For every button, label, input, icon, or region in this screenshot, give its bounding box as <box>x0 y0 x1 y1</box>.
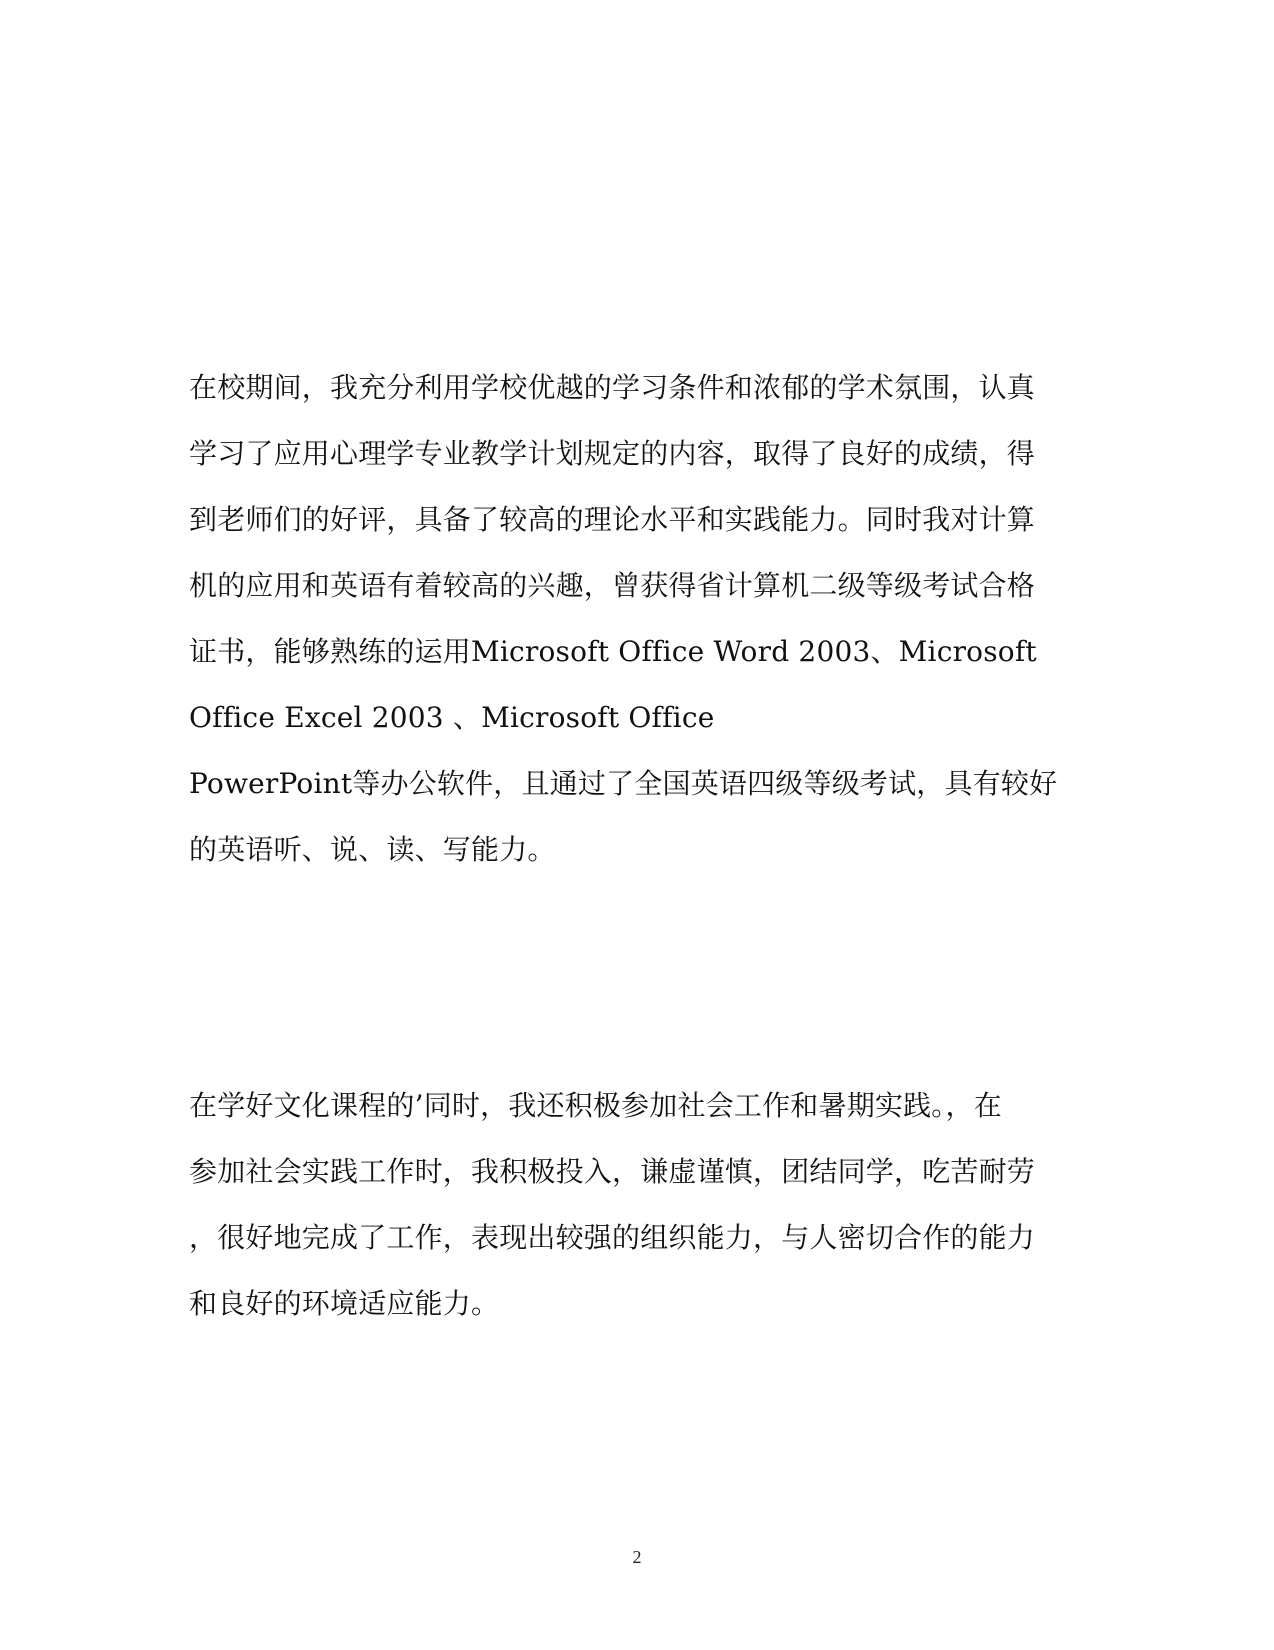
paragraph-line: 证书，能够熟练的运用Microsoft Office Word 2003、Microsoft <box>189 635 1037 668</box>
paragraph-line: 机的应用和英语有着较高的兴趣，曾获得省计算机二级等级考试合格 <box>189 569 1036 602</box>
paragraph-line: Office Excel 2003 、Microsoft Office <box>189 701 715 734</box>
paragraph-line: 在学好文化课程的’同时，我还积极参加社会工作和暑期实践。，在 <box>189 1089 1002 1122</box>
paragraph-line: 到老师们的好评，具备了较高的理论水平和实践能力。同时我对计算 <box>189 503 1036 536</box>
paragraph-line: 和良好的环境适应能力。 <box>189 1287 500 1320</box>
paragraph-study-experience <box>189 355 1069 883</box>
paragraph-social-practice <box>189 1073 1069 1337</box>
paragraph-line: 的英语听、说、读、写能力。 <box>189 833 556 866</box>
paragraph-line: 在校期间，我充分利用学校优越的学习条件和浓郁的学术氛围，认真 <box>189 371 1036 404</box>
paragraph-line: 学习了应用心理学专业教学计划规定的内容，取得了良好的成绩，得 <box>189 437 1036 470</box>
page-number: 2 <box>632 1547 642 1567</box>
paragraph-line: 参加社会实践工作时，我积极投入，谦虚谨慎，团结同学，吃苦耐劳 <box>189 1155 1036 1188</box>
paragraph-line: PowerPoint等办公软件，且通过了全国英语四级等级考试，具有较好 <box>189 767 1058 800</box>
paragraph-line: ，很好地完成了工作，表现出较强的组织能力，与人密切合作的能力 <box>189 1221 1036 1254</box>
